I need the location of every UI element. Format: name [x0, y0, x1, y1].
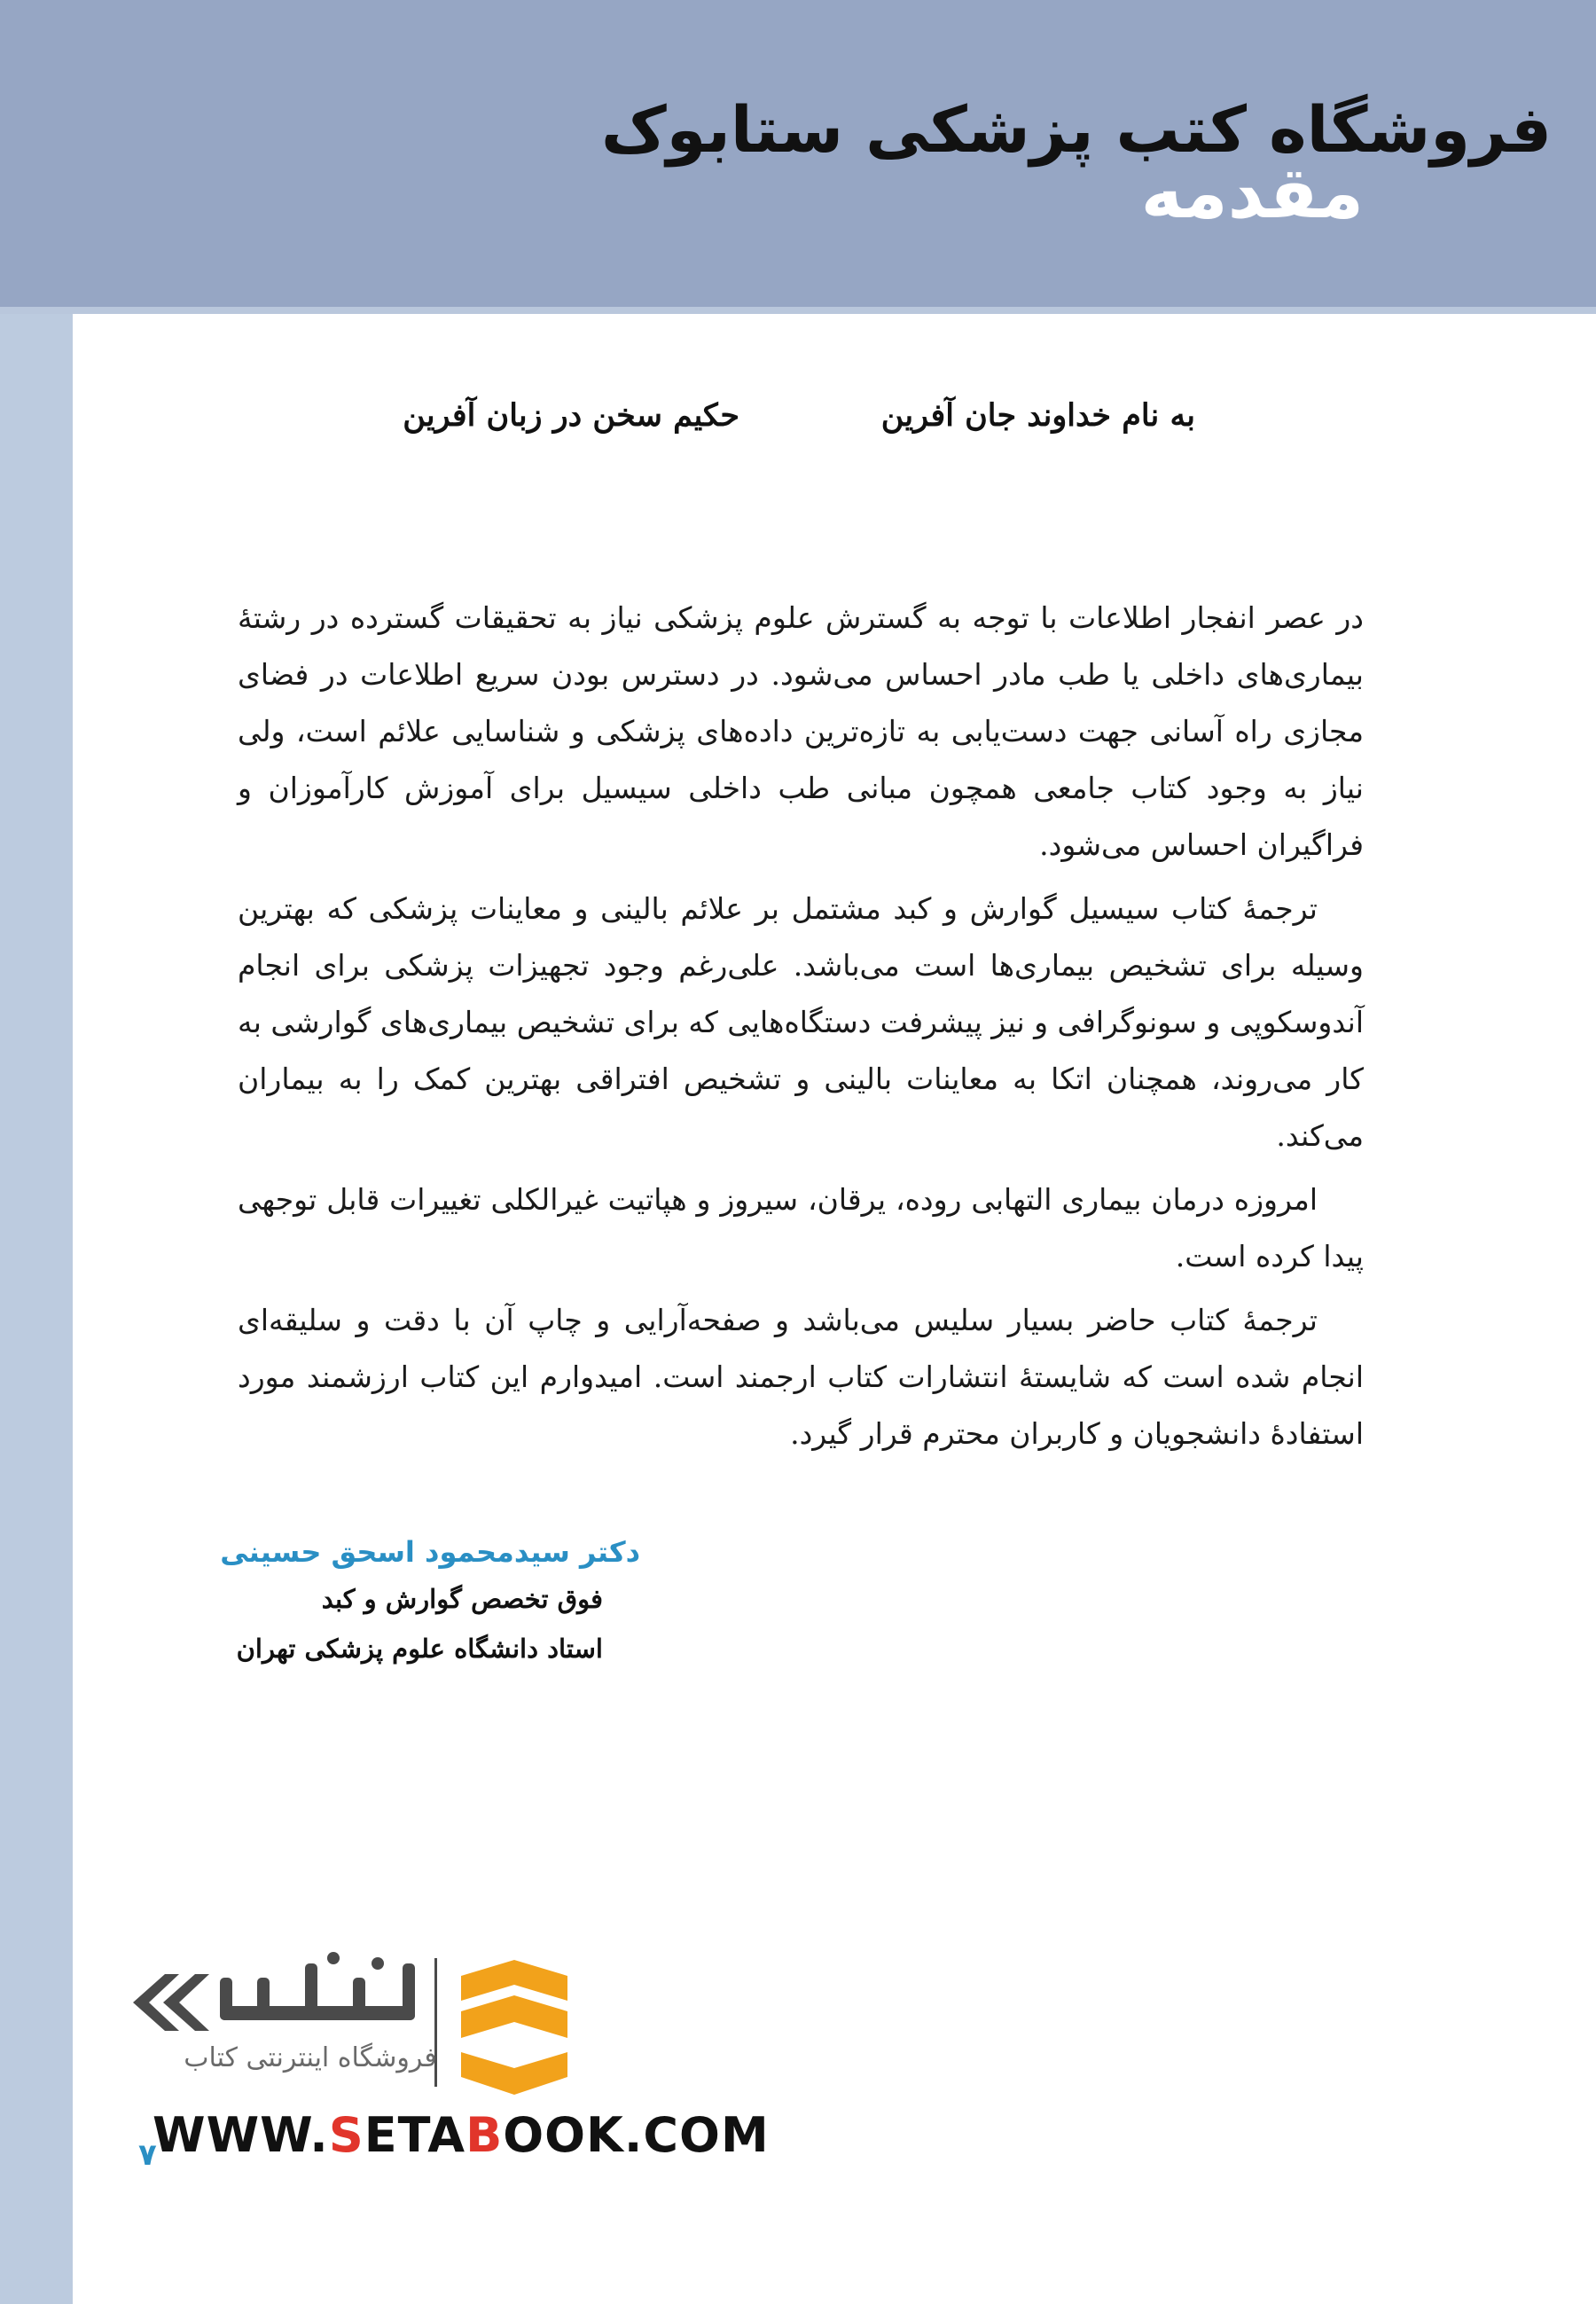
paragraph-1: در عصر انفجار اطلاعات با توجه به گسترش علوم پزشکی نیاز به تحقیقات گسترده در رشتهٔ بیماری‌های داخلی یا طب مادر احساس می‌شود. در دسترس بودن سریع اطلاعات در فضای مجازی راه آسانی جهت دست‌یابی به تازه‌ترین داده‌های پزشکی و شناسایی علائم است، ولی نیاز به وجود کتاب جامعی همچون مبانی طب داخلی سیسیل برای آموزش کارآموزان و فراگیران احساس می‌شود.: [238, 600, 1364, 862]
body-text: [238, 590, 1364, 1469]
signature-block: [142, 1530, 640, 1673]
paragraph-2: ترجمهٔ کتاب سیسیل گوارش و کبد مشتمل بر علائم بالینی و معاینات پزشکی که بهترین وسیله برای تشخیص بیماری‌ها است می‌باشد. علی‌رغم وجود تجهیزات پزشکی برای انجام آندوسکوپی و سونوگرافی و نیز پیشرفت دستگاه‌هایی که برای تشخیص بیماری‌های گوارشی به کار می‌روند، همچنان اتکا به معاینات بالینی و تشخیص افتراقی بهترین کمک را به بیماران می‌کند.: [238, 891, 1364, 1153]
header-divider: [0, 307, 1596, 314]
website-e: E: [364, 2107, 398, 2163]
book-chevron-icon: [461, 1960, 567, 2098]
website-s: S: [328, 2107, 364, 2163]
paragraph-4: ترجمهٔ کتاب حاضر بسیار سلیس می‌باشد و صفحه‌آرایی و چاپ آن با دقت و سلیقه‌ای انجام شده است که شایستهٔ انتشارات کتاب ارجمند است. امیدوارم این کتاب ارزشمند مورد استفادهٔ دانشجویان و کاربران محترم قرار گیرد.: [238, 1303, 1364, 1451]
signature-title-2: استاد دانشگاه علوم پزشکی تهران: [236, 1634, 603, 1664]
logo-tagline: فروشگاه اینترنتی کتاب: [184, 2042, 437, 2073]
wordmark-shape: [220, 1952, 415, 2020]
paragraph-3: امروزه درمان بیماری التهابی روده، یرقان، سیروز و هپاتیت غیرالکلی تغییرات قابل توجهی پیدا کرده است.: [238, 1182, 1364, 1273]
poem-verse-2: حکیم سخن در زبان آفرین: [403, 397, 739, 434]
poem-verse-1: به نام خداوند جان آفرین: [880, 397, 1195, 434]
website-rest: OOK.COM: [503, 2107, 770, 2163]
signature-title-1: فوق تخصص گوارش و کبد: [321, 1584, 603, 1614]
section-title: مقدمه: [1140, 152, 1364, 234]
website-prefix: WWW.: [153, 2107, 329, 2163]
store-title: فروشگاه کتب پزشکی ستابوک: [600, 92, 1552, 167]
website-a: A: [427, 2107, 466, 2163]
website-b: B: [466, 2107, 504, 2163]
side-strip: [0, 314, 73, 2304]
double-chevron-icon: [133, 1974, 209, 2031]
page-number: ۷: [138, 2137, 157, 2173]
website-url: [153, 2107, 770, 2163]
website-t: T: [397, 2107, 428, 2163]
signature-name: دکتر سیدمحمود اسحق حسینی: [220, 1535, 640, 1569]
